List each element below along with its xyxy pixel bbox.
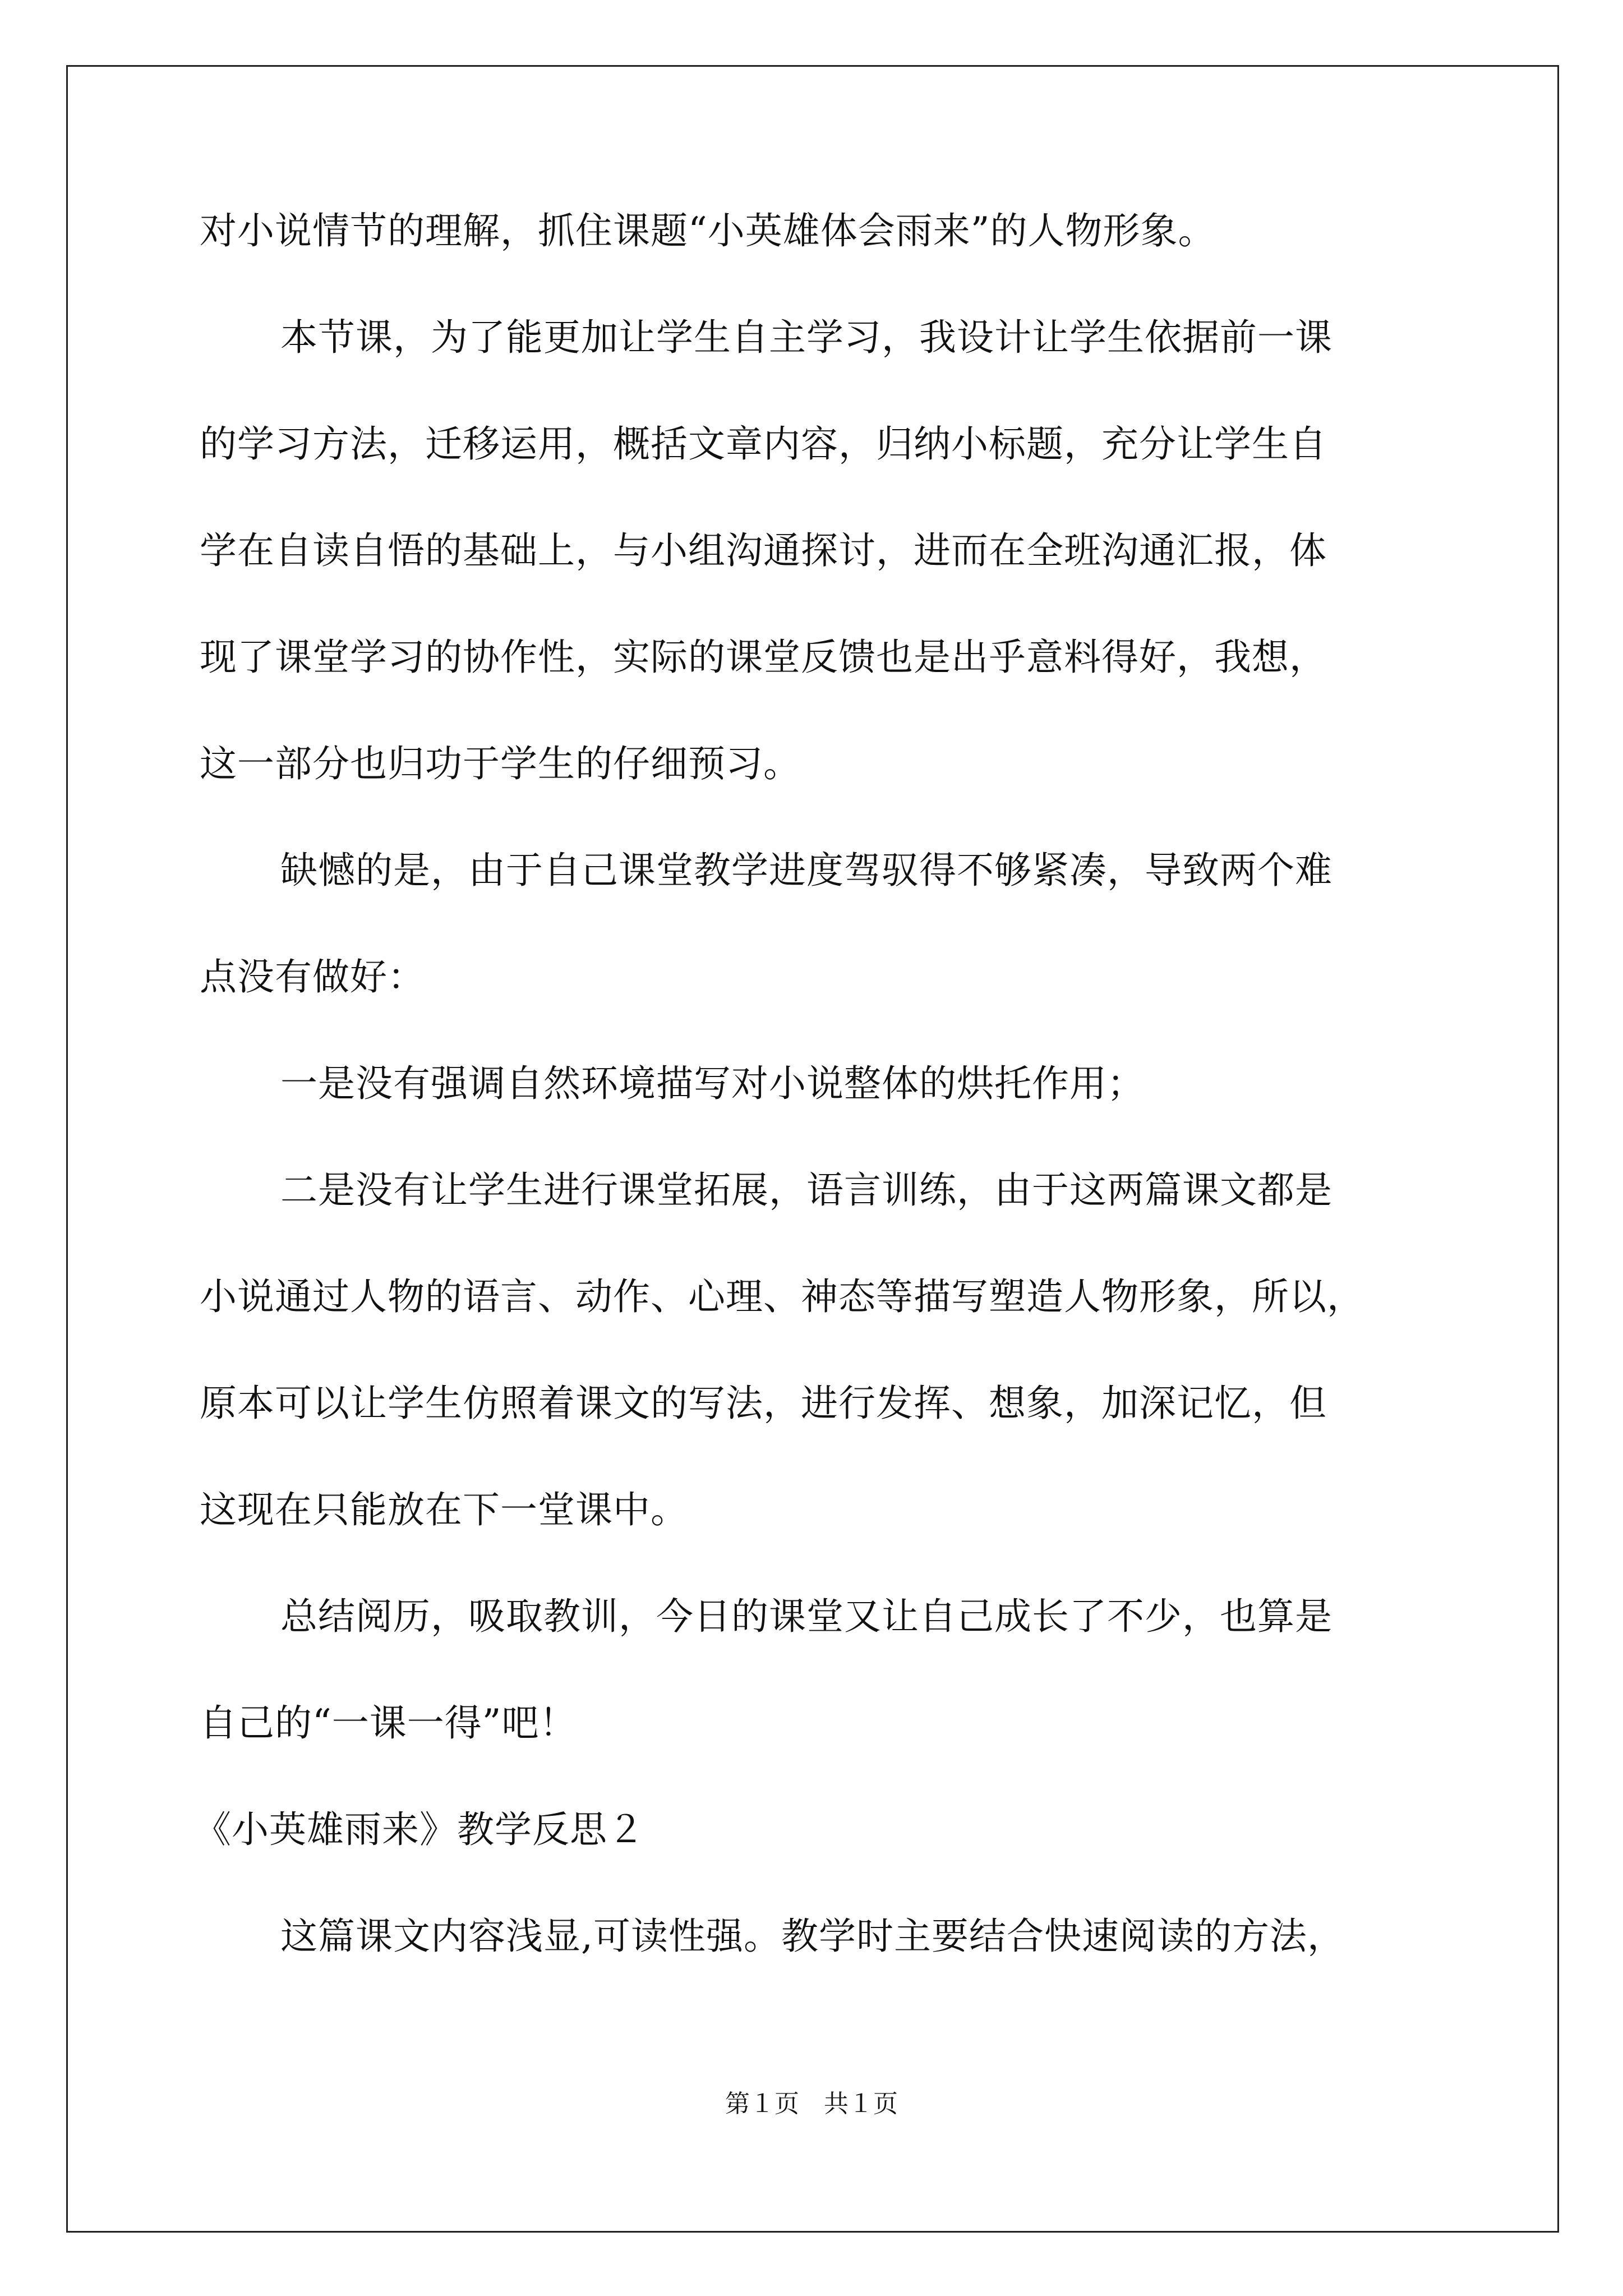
text-line: 这一部分也归功于学生的仔细预习。: [200, 742, 801, 785]
text-line: 对小说情节的理解，抓住课题“小英雄体会雨来”的人物形象。: [200, 209, 1216, 252]
section-heading: 《小英雄雨来》教学反思２: [194, 1808, 645, 1851]
text-line: 原本可以让学生仿照着课文的写法，进行发挥、想象，加深记忆，但: [200, 1382, 1327, 1425]
text-line: 点没有做好：: [200, 955, 425, 999]
paragraph-start-line: 总结阅历，吸取教训，今日的课堂又让自己成长了不少，也算是: [280, 1595, 1332, 1638]
text-line: 现了课堂学习的协作性，实际的课堂反馈也是出乎意料得好，我想，: [200, 636, 1327, 679]
text-line: 小说通过人物的语言、动作、心理、神态等描写塑造人物形象，所以，: [200, 1275, 1364, 1318]
text-line: 学在自读自悟的基础上，与小组沟通探讨，进而在全班沟通汇报，体: [200, 529, 1327, 572]
paragraph-start-line: 二是没有让学生进行课堂拓展，语言训练，由于这两篇课文都是: [280, 1168, 1332, 1212]
text-line: 这现在只能放在下一堂课中。: [200, 1488, 688, 1531]
text-line: 的学习方法，迁移运用，概括文章内容，归纳小标题，充分让学生自: [200, 422, 1327, 466]
paragraph-start-line: 缺憾的是，由于自己课堂教学进度驾驭得不够紧凑，导致两个难: [280, 849, 1332, 892]
paragraph-start-line: 本节课，为了能更加让学生自主学习，我设计让学生依据前一课: [280, 316, 1332, 359]
text-line: 自己的“一课一得”吧！: [200, 1701, 577, 1745]
paragraph-start-line: 一是没有强调自然环境描写对小说整体的烘托作用；: [280, 1062, 1145, 1105]
document-body: [194, 209, 1433, 2023]
paragraph-start-line: 这篇课文内容浅显,可读性强。教学时主要结合快速阅读的方法，: [280, 1915, 1345, 1958]
page-footer: 第１页 共１页: [725, 2090, 898, 2118]
